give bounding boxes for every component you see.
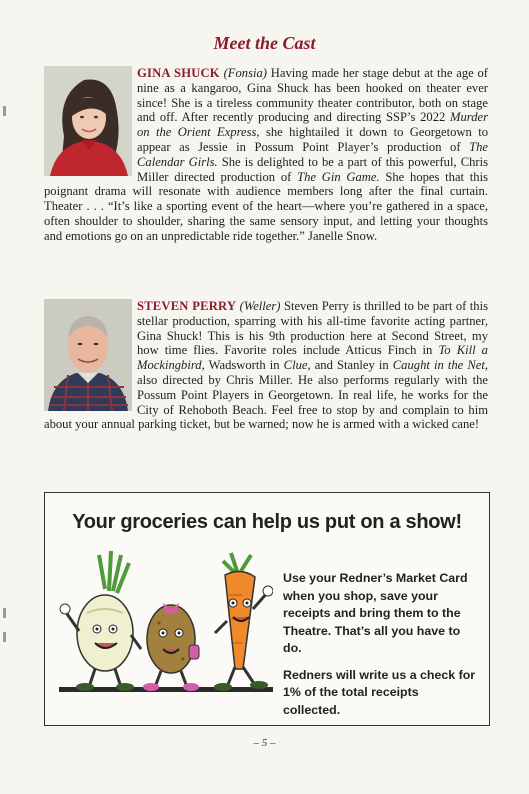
ad-body: [283, 570, 479, 728]
bio-text-segment: Steven Perry is thrilled to be part of this stellar production, sparring with his all-time favorite acting partner, Gina Shuck! This is his 9th production here at Second Street, my how time flies. Favorite roles include Atticus Finch in: [137, 299, 488, 358]
bio-text-segment: also directed by Chris Miller. He also performs regularly with the Possum Point Players in Georgetown. In real life, he works for the City of Rehoboth Beach. Feel free to stop by and complain to him about your annual parking ticket, but be warned; now he is armed with a wicked cane!: [44, 372, 488, 432]
cast-name: GINA SHUCK: [137, 66, 220, 80]
ad-headline: Your groceries can help us put on a show!: [72, 511, 462, 533]
cast-bio: [44, 299, 488, 432]
cast-role: (Fonsia): [223, 66, 267, 80]
bio-text-segment: Murder on the Orient Express,: [137, 110, 488, 140]
bio-text-segment: The Gin Game.: [297, 169, 380, 184]
ad-paragraph: Redners will write us a check for 1% of the total receipts collected.: [283, 667, 476, 717]
headshot-photo: [44, 66, 132, 176]
page-title: Meet the Cast: [213, 33, 316, 53]
bio-text-segment: Wadsworth in: [204, 358, 284, 373]
cast-name: STEVEN PERRY: [137, 299, 237, 313]
margin-mark: [3, 608, 6, 618]
margin-mark: [3, 106, 6, 116]
redners-advertisement: [44, 492, 490, 726]
cast-bio: [44, 66, 488, 244]
headshot-woman-image: [44, 66, 132, 176]
bio-text-segment: She is delighted to be a part of this powerful, Chris Miller directed production of: [137, 154, 488, 184]
headshot-man-image: [44, 299, 132, 411]
bio-text-segment: Clue,: [283, 358, 311, 373]
ad-paragraph: Use your Redner’s Market Card when you shop, save your receipts and bring them to the Theatre. That’s all you have to do.: [283, 571, 468, 655]
cast-role: (Weller): [239, 299, 281, 313]
bio-text-segment: The Calendar Girls.: [137, 139, 488, 169]
bio-text-segment: Having made her stage debut at the age of nine as a kangaroo, Gina Shuck has been hooked on theater ever since! She is a tireless community theater contributor, both on stage and off. After recently producing and directing SSP’s 2022: [137, 66, 489, 125]
bio-text-segment: she hightailed it down to Georgetown to appear as Jessie in Possum Point Player’s production of: [137, 125, 488, 154]
bio-text-segment: To Kill a Mockingbird,: [137, 343, 488, 373]
bio-text-segment: Caught in the Net,: [392, 358, 488, 373]
bio-text-segment: and Stanley in: [310, 358, 393, 373]
vegetable-cartoon-icon: [59, 549, 273, 699]
headshot-photo: [44, 299, 132, 411]
margin-mark: [3, 632, 6, 642]
page-number: – 5 –: [253, 737, 276, 749]
bio-text-segment: She hopes that this poignant drama will resonate with audience members long after the final curtain. Theater . . . “It’s like a sporting event of the heart—where you’re gathered in a space, often shoulder to shoulder, sharing the same sensory input, and letting your thoughts and emotions go on an unpredictable ride together.” Janelle Snow.: [44, 169, 488, 243]
